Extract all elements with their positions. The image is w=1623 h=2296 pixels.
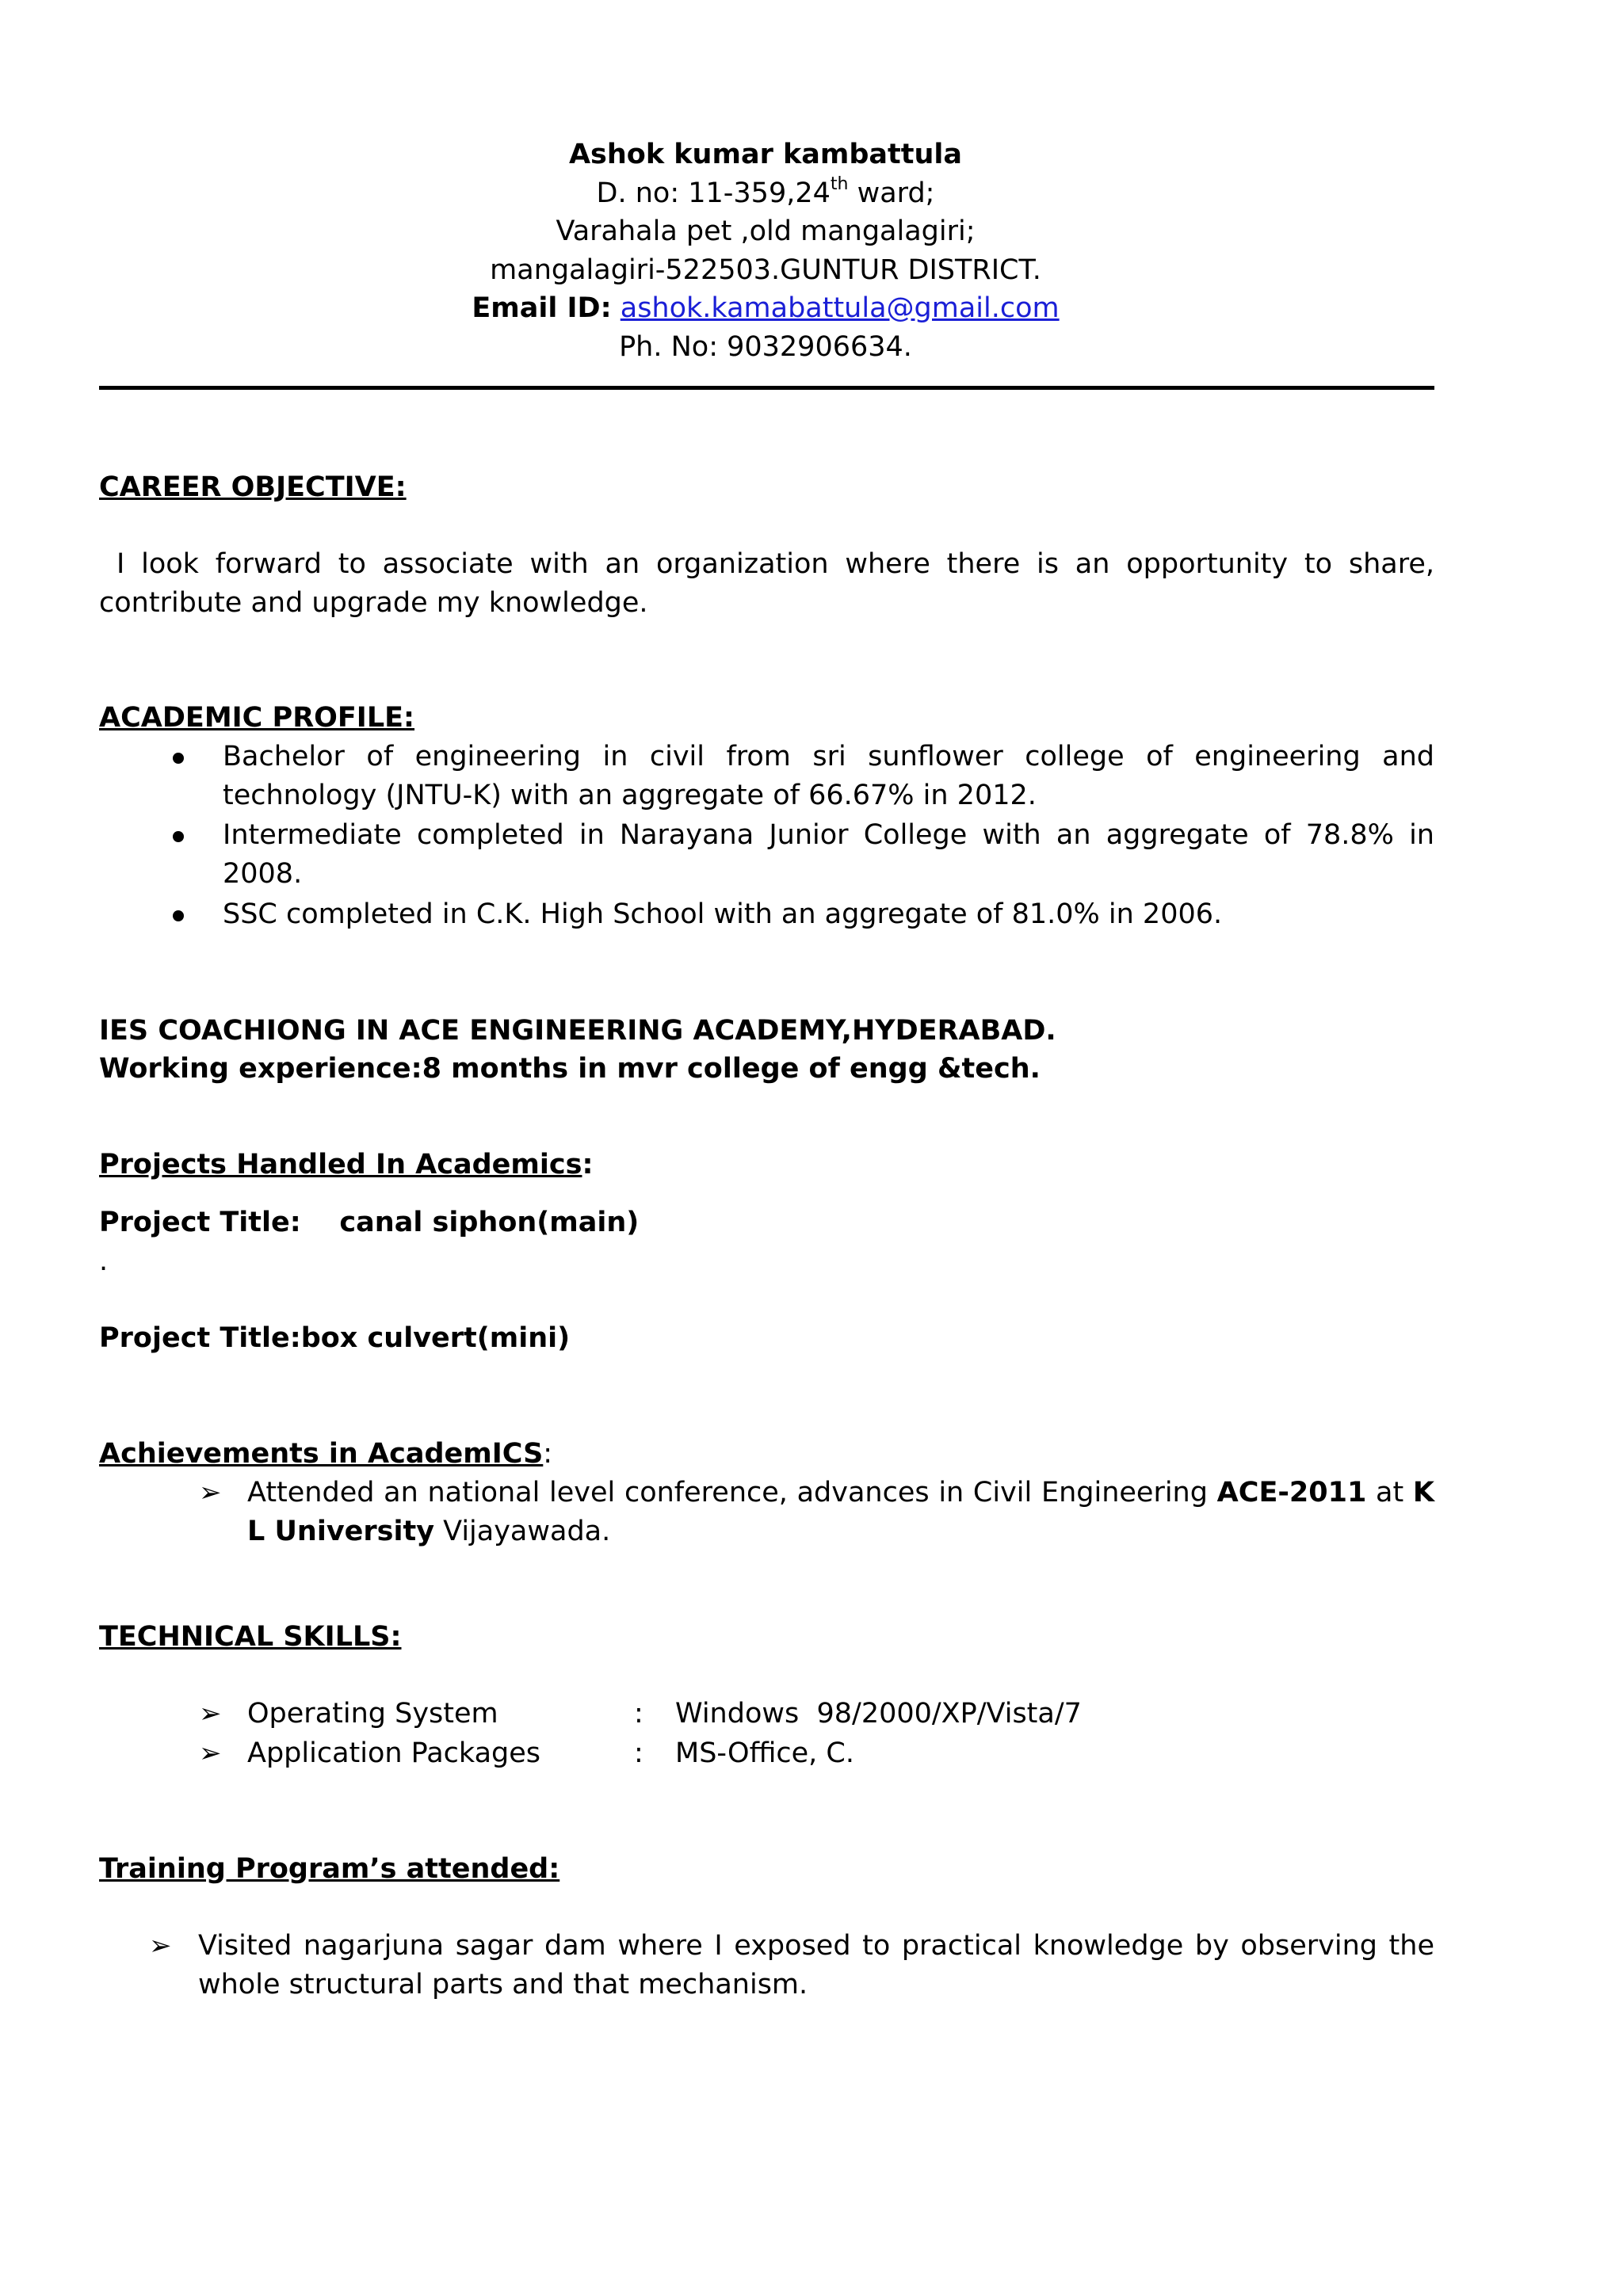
training-heading: Training Program’s attended:	[99, 1853, 560, 1885]
technical-skills-heading: TECHNICAL SKILLS:	[99, 1621, 402, 1653]
academic-item: Intermediate completed in Narayana Junior College with an aggregate of 78.8% in 2008.	[223, 819, 1434, 890]
bullet-disc-icon	[173, 753, 184, 764]
skill-separator: :	[634, 1737, 643, 1769]
project-dot: .	[99, 1245, 109, 1277]
address-line-1: D. no: 11-359,24th ward;	[596, 174, 935, 209]
coaching-line: IES COACHIONG IN ACE ENGINEERING ACADEMY,HYDERABAD.	[99, 1015, 1056, 1047]
address-line-2: Varahala pet ,old mangalagiri;	[556, 215, 976, 247]
work-experience-line: Working experience:8 months in mvr college of engg &tech.	[99, 1053, 1041, 1085]
arrow-bullet-icon: ➢	[199, 1737, 222, 1769]
skill-label: Operating System	[247, 1698, 498, 1730]
academic-item: Bachelor of engineering in civil from sri sunflower college of engineering and technology (JNTU-K) with an aggregate of 66.67% in 2012.	[223, 741, 1434, 811]
email-line	[0, 289, 1531, 328]
resume-name: Ashok kumar kambattula	[568, 139, 963, 170]
address-line-3: mangalagiri-522503.GUNTUR DISTRICT.	[490, 254, 1041, 286]
skill-value: Windows 98/2000/XP/Vista/7	[675, 1698, 1082, 1730]
achievements-heading: Achievements in AcademICS:	[99, 1438, 553, 1470]
phone-line: Ph. No: 9032906634.	[619, 331, 912, 363]
career-objective-heading: CAREER OBJECTIVE:	[99, 471, 407, 503]
email-label: Email ID:	[472, 292, 612, 324]
academic-profile-heading: ACADEMIC PROFILE:	[99, 702, 415, 734]
email-link[interactable]: ashok.kamabattula@gmail.com	[620, 292, 1060, 324]
training-item: Visited nagarjuna sagar dam where I exposed to practical knowledge by observing the whole structural parts and that mechanism.	[198, 1930, 1434, 2000]
arrow-bullet-icon: ➢	[199, 1698, 222, 1730]
arrow-bullet-icon: ➢	[149, 1930, 172, 1962]
skill-label: Application Packages	[247, 1737, 540, 1769]
achievement-item: Attended an national level conference, advances in Civil Engineering ACE-2011 at K L University Vijayawada.	[247, 1477, 1434, 1547]
projects-heading: Projects Handled In Academics:	[99, 1149, 594, 1180]
header-divider	[99, 386, 1434, 390]
career-objective-text: I look forward to associate with an organization where there is an opportunity to share, contribute and upgrade my knowledge.	[99, 548, 1434, 619]
skill-value: MS-Office, C.	[675, 1737, 854, 1769]
academic-item: SSC completed in C.K. High School with an aggregate of 81.0% in 2006.	[223, 898, 1223, 930]
skill-separator: :	[634, 1698, 643, 1730]
bullet-disc-icon	[173, 831, 184, 842]
project-title-2: Project Title:box culvert(mini)	[99, 1322, 571, 1354]
bullet-disc-icon	[173, 910, 184, 921]
arrow-bullet-icon: ➢	[199, 1477, 222, 1508]
project-title-1: Project Title: canal siphon(main)	[99, 1207, 640, 1238]
